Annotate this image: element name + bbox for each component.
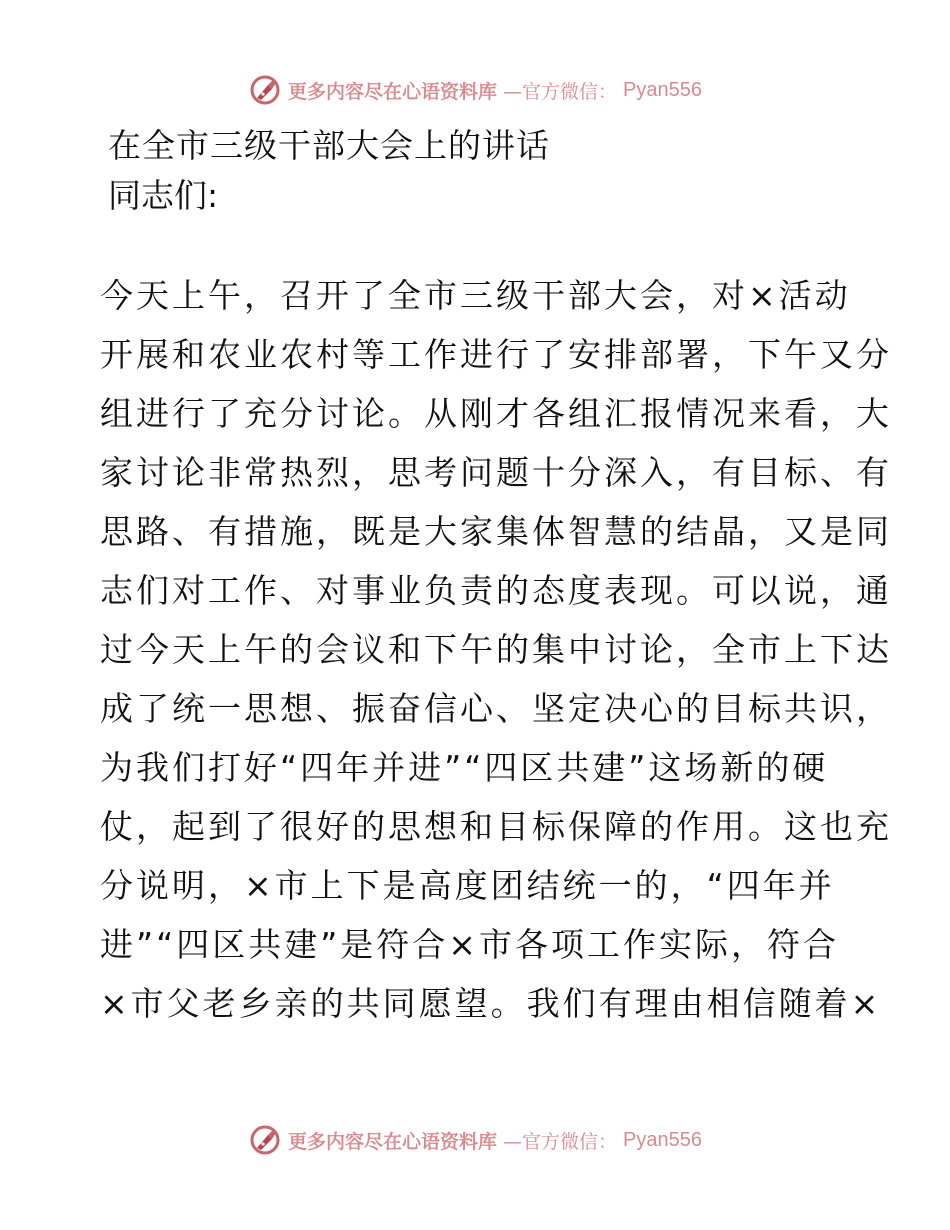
- watermark-separator: —官方微信：: [503, 80, 618, 103]
- salutation: 同志们:: [108, 176, 219, 215]
- paragraph-line: 仗，起到了很好的思想和目标保障的作用。这也充: [100, 807, 892, 846]
- paragraph-line: 思路、有措施，既是大家集体智慧的结晶，又是同: [100, 512, 892, 551]
- header-watermark: [0, 70, 950, 110]
- paragraph-line: 今天上午，召开了全市三级干部大会，对×活动: [100, 276, 851, 315]
- paragraph-line: 成了统一思想、振奋信心、坚定决心的目标共识，: [100, 689, 892, 728]
- watermark-separator: —官方微信：: [503, 1130, 618, 1153]
- paragraph-line: 家讨论非常热烈，思考问题十分深入，有目标、有: [100, 453, 892, 492]
- paragraph-line: 开展和农业农村等工作进行了安排部署，下午又分: [100, 335, 892, 374]
- body-paragraph: [100, 266, 892, 1033]
- watermark-text: 更多内容尽在心语资料库: [288, 80, 498, 103]
- paragraph-line: 进”“四区共建”是符合×市各项工作实际，符合: [100, 925, 839, 964]
- watermark-text: 更多内容尽在心语资料库: [288, 1130, 498, 1153]
- pen-nib-logo-icon: [248, 73, 282, 107]
- pen-nib-logo-icon: [248, 1123, 282, 1157]
- paragraph-line: 志们对工作、对事业负责的态度表现。可以说，通: [100, 571, 892, 610]
- paragraph-line: 组进行了充分讨论。从刚才各组汇报情况来看，大: [100, 394, 892, 433]
- watermark-id: Pyan556: [623, 1128, 702, 1151]
- footer-watermark: [0, 1120, 950, 1160]
- document-title: 在全市三级干部大会上的讲话: [108, 126, 550, 165]
- paragraph-line: 分说明，×市上下是高度团结统一的，“四年并: [100, 866, 835, 905]
- paragraph-line: ×市父老乡亲的共同愿望。我们有理由相信随着×: [100, 984, 882, 1023]
- paragraph-line: 过今天上午的会议和下午的集中讨论，全市上下达: [100, 630, 892, 669]
- watermark-id: Pyan556: [623, 78, 702, 101]
- paragraph-line: 为我们打好“四年并进”“四区共建”这场新的硬: [100, 748, 829, 787]
